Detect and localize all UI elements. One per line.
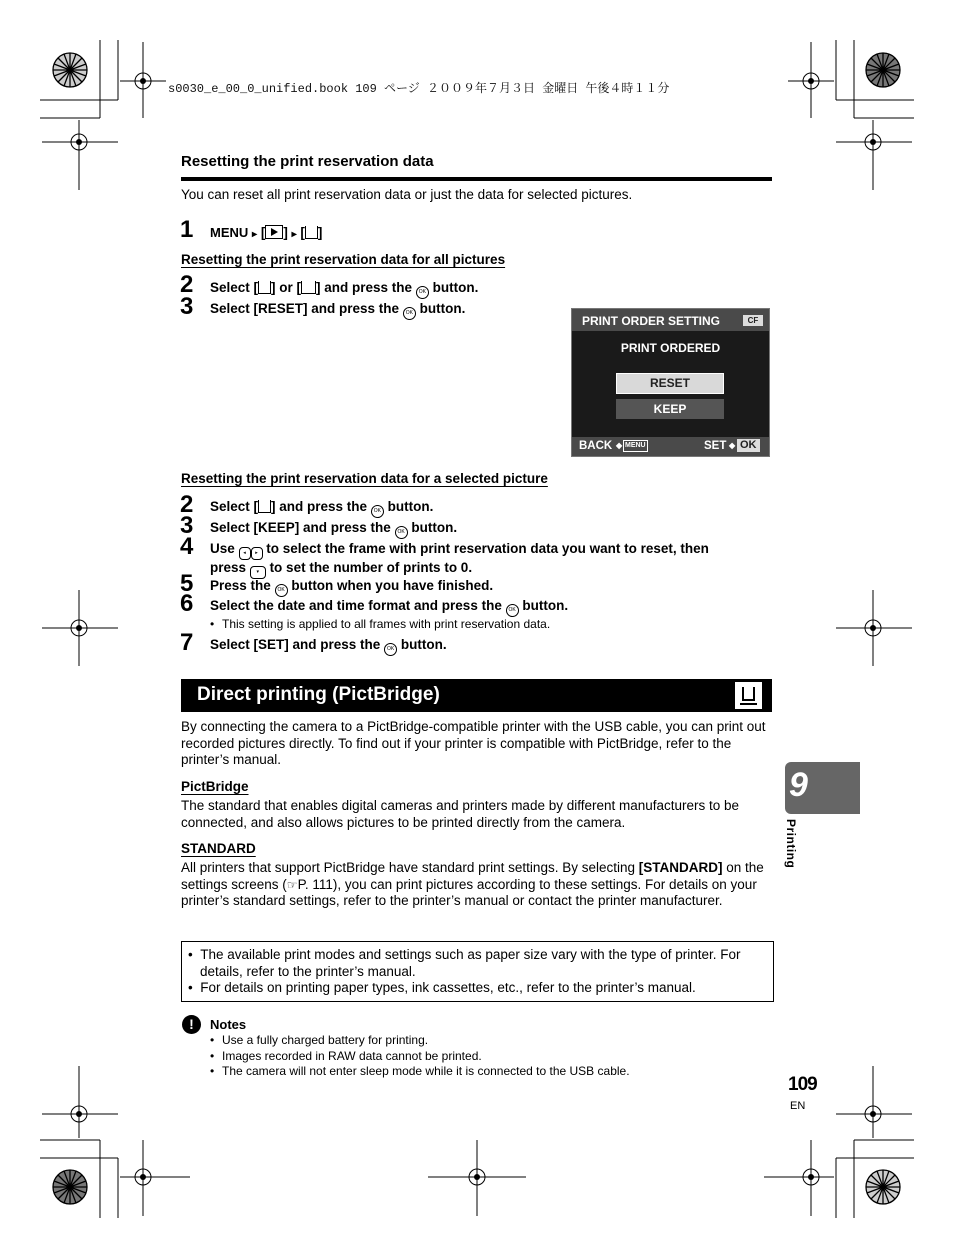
chapter-number: 9 xyxy=(789,766,808,804)
step-number: 1 xyxy=(180,216,194,243)
print-order-icon xyxy=(258,281,271,294)
step-text-part: Select [SET] and press the xyxy=(210,637,381,652)
back-label: BACK xyxy=(579,440,613,452)
section-title-direct-printing: Direct printing (PictBridge) xyxy=(197,684,440,705)
section-title-reset: Resetting the print reservation data xyxy=(181,153,434,170)
step-number: 6 xyxy=(180,590,194,617)
note-text: Images recorded in RAW data cannot be printed. xyxy=(222,1048,482,1063)
bracket: ] xyxy=(317,225,323,240)
section-rule xyxy=(181,177,772,181)
notes-list xyxy=(210,1033,630,1080)
down-arrow-key-icon: ▾ xyxy=(250,566,266,579)
subsection-title-selected: Resetting the print reservation data for a selected picture xyxy=(181,471,548,486)
step-text-part: button. xyxy=(400,637,447,652)
pictbridge-heading: PictBridge xyxy=(181,779,249,794)
info-box xyxy=(181,941,774,1002)
print-all-icon xyxy=(301,281,316,294)
info-box-item: • The available print modes and settings such as paper size vary with the type of printer. For details, refer to the printer’s manual. xyxy=(188,947,741,979)
info-box-item: • For details on printing paper types, ink cassettes, etc., refer to the printer’s manual. xyxy=(188,980,696,995)
note-item: • Use a fully charged battery for printing. xyxy=(210,1033,429,1047)
step-text-part: Press the xyxy=(210,578,271,593)
step-text-part: button. xyxy=(522,598,569,613)
step-text-part: button. xyxy=(432,280,479,295)
step-text-part: button. xyxy=(387,499,434,514)
info-box-text: The available print modes and settings such as paper size vary with the type of printer. For details, refer to the printer’s manual. xyxy=(200,947,741,979)
standard-heading: STANDARD xyxy=(181,841,256,856)
bracket: ] xyxy=(283,225,288,240)
step-text-part: press xyxy=(210,560,247,575)
standard-keyword: [STANDARD] xyxy=(638,860,723,875)
ok-button-icon: OK xyxy=(371,505,384,518)
standard-body-text: P. 111), you can print pictures according to these settings. For details on your printer’s standard settings, refer to the printer’s manual or contact the printer manufacturer. xyxy=(181,876,757,908)
ok-button-icon: OK xyxy=(403,307,416,320)
menu-key-icon: MENU xyxy=(623,440,648,452)
chapter-label: Printing xyxy=(784,819,798,869)
arrow-right-icon: ▸ xyxy=(252,229,258,240)
step-text-part: ] and press the xyxy=(271,499,368,514)
camera-option-keep[interactable]: KEEP xyxy=(616,399,724,419)
step-text-part: button. xyxy=(419,301,466,316)
step-1-path xyxy=(210,225,322,244)
camera-screen-title: PRINT ORDER SETTING xyxy=(582,314,721,328)
step-number: 5 xyxy=(180,570,194,597)
chapter-tab xyxy=(785,762,860,814)
playback-icon xyxy=(265,225,283,239)
back-arrow-icon: ◆ xyxy=(616,441,623,450)
ok-button-icon: OK xyxy=(506,604,519,617)
step-number: 3 xyxy=(180,512,194,539)
step-text-part: ] and press the xyxy=(316,280,413,295)
step-number: 2 xyxy=(180,271,194,298)
bracket: [ xyxy=(300,225,305,240)
language-code: EN xyxy=(790,1100,806,1112)
section-intro: You can reset all print reservation data or just the data for selected pictures. xyxy=(181,187,633,202)
step-text-part: Select [ xyxy=(210,280,259,295)
info-box-text: For details on printing paper types, ink cassettes, etc., refer to the printer’s manual. xyxy=(200,980,696,995)
camera-screen-subtitle: PRINT ORDERED xyxy=(620,341,721,355)
arrow-right-icon: ▸ xyxy=(291,229,297,240)
book-file-header: s0030_e_00_0_unified.book 109 ページ ２００９年７月３日 金曜日 午後４時１１分 xyxy=(168,82,670,96)
ok-button-icon: OK xyxy=(275,584,288,597)
print-order-icon xyxy=(305,226,318,239)
step-text-part: Use xyxy=(210,541,235,556)
step-text-part: ] or [ xyxy=(271,280,302,295)
set-arrow-icon: ◆ xyxy=(729,441,736,450)
print-order-icon xyxy=(258,500,271,513)
step-text xyxy=(210,280,478,299)
direct-printing-intro: By connecting the camera to a PictBridge-compatible printer with the USB cable, you can print out recorded pictures directly. To find out if your printer is compatible with PictBridge, refer to the printer’s manual. xyxy=(181,719,766,767)
note-item: • The camera will not enter sleep mode while it is connected to the USB cable. xyxy=(210,1064,630,1078)
step-text-part: to set the number of prints to 0. xyxy=(269,560,473,575)
note-item: • Images recorded in RAW data cannot be printed. xyxy=(210,1048,482,1063)
warning-icon: ! xyxy=(182,1015,201,1034)
step-text xyxy=(210,578,493,597)
camera-screen-header xyxy=(572,309,769,331)
step-text xyxy=(210,520,457,539)
step-text-part: Select [RESET] and press the xyxy=(210,301,400,316)
standard-body-text: on the settings screens ( xyxy=(181,860,764,892)
camera-option-reset[interactable]: RESET xyxy=(616,373,724,394)
card-badge: CF xyxy=(743,315,763,326)
step-text-part: Select [ xyxy=(210,499,259,514)
right-arrow-key-icon: ▸ xyxy=(251,547,263,560)
standard-body-text: All printers that support PictBridge have standard print settings. By selecting xyxy=(181,860,635,875)
step-6-bullet: • This setting is applied to all frames with print reservation data. xyxy=(210,617,551,631)
step-text xyxy=(210,301,465,320)
step-text-part: to select the frame with print reservation data you want to reset, then xyxy=(266,541,709,556)
step-text-part: button. xyxy=(411,520,458,535)
step-text-part: button when you have finished. xyxy=(291,578,494,593)
ok-button-icon: OK xyxy=(395,526,408,539)
step-number: 7 xyxy=(180,629,194,656)
step-number: 4 xyxy=(180,533,194,560)
left-arrow-key-icon: ◂ xyxy=(239,547,251,560)
step-number: 2 xyxy=(180,491,194,518)
ok-button-icon: OK xyxy=(384,643,397,656)
note-text: Use a fully charged battery for printing. xyxy=(222,1033,429,1047)
bullet-text: This setting is applied to all frames with print reservation data. xyxy=(222,617,551,631)
step-number: 3 xyxy=(180,293,194,320)
section-banner xyxy=(181,679,772,712)
notes-heading: Notes xyxy=(210,1017,247,1032)
ok-button-icon: OK xyxy=(416,286,429,299)
ok-key-icon: OK xyxy=(737,439,760,452)
step-text xyxy=(210,541,770,579)
menu-key: MENU xyxy=(210,225,249,240)
step-text xyxy=(210,499,433,518)
subsection-title-all: Resetting the print reservation data for all pictures xyxy=(181,252,506,267)
step-text xyxy=(210,598,568,617)
pictbridge-body: The standard that enables digital cameras and printers made by different manufacturers to be connected, and also allows pictures to be printed directly from the camera. xyxy=(181,798,740,830)
note-text: The camera will not enter sleep mode while it is connected to the USB cable. xyxy=(222,1064,630,1078)
bracket: [ xyxy=(260,225,266,240)
camera-screen xyxy=(571,308,770,457)
set-label: SET xyxy=(704,440,727,452)
standard-body xyxy=(181,860,771,910)
step-text-part: Select [KEEP] and press the xyxy=(210,520,391,535)
page-number: 109 xyxy=(788,1074,817,1095)
step-text xyxy=(210,637,447,656)
camera-screen-footer xyxy=(572,437,769,456)
reference-icon: ☞ xyxy=(286,877,298,892)
step-text-part: Select the date and time format and press the xyxy=(210,598,502,613)
print-icon xyxy=(735,682,762,709)
